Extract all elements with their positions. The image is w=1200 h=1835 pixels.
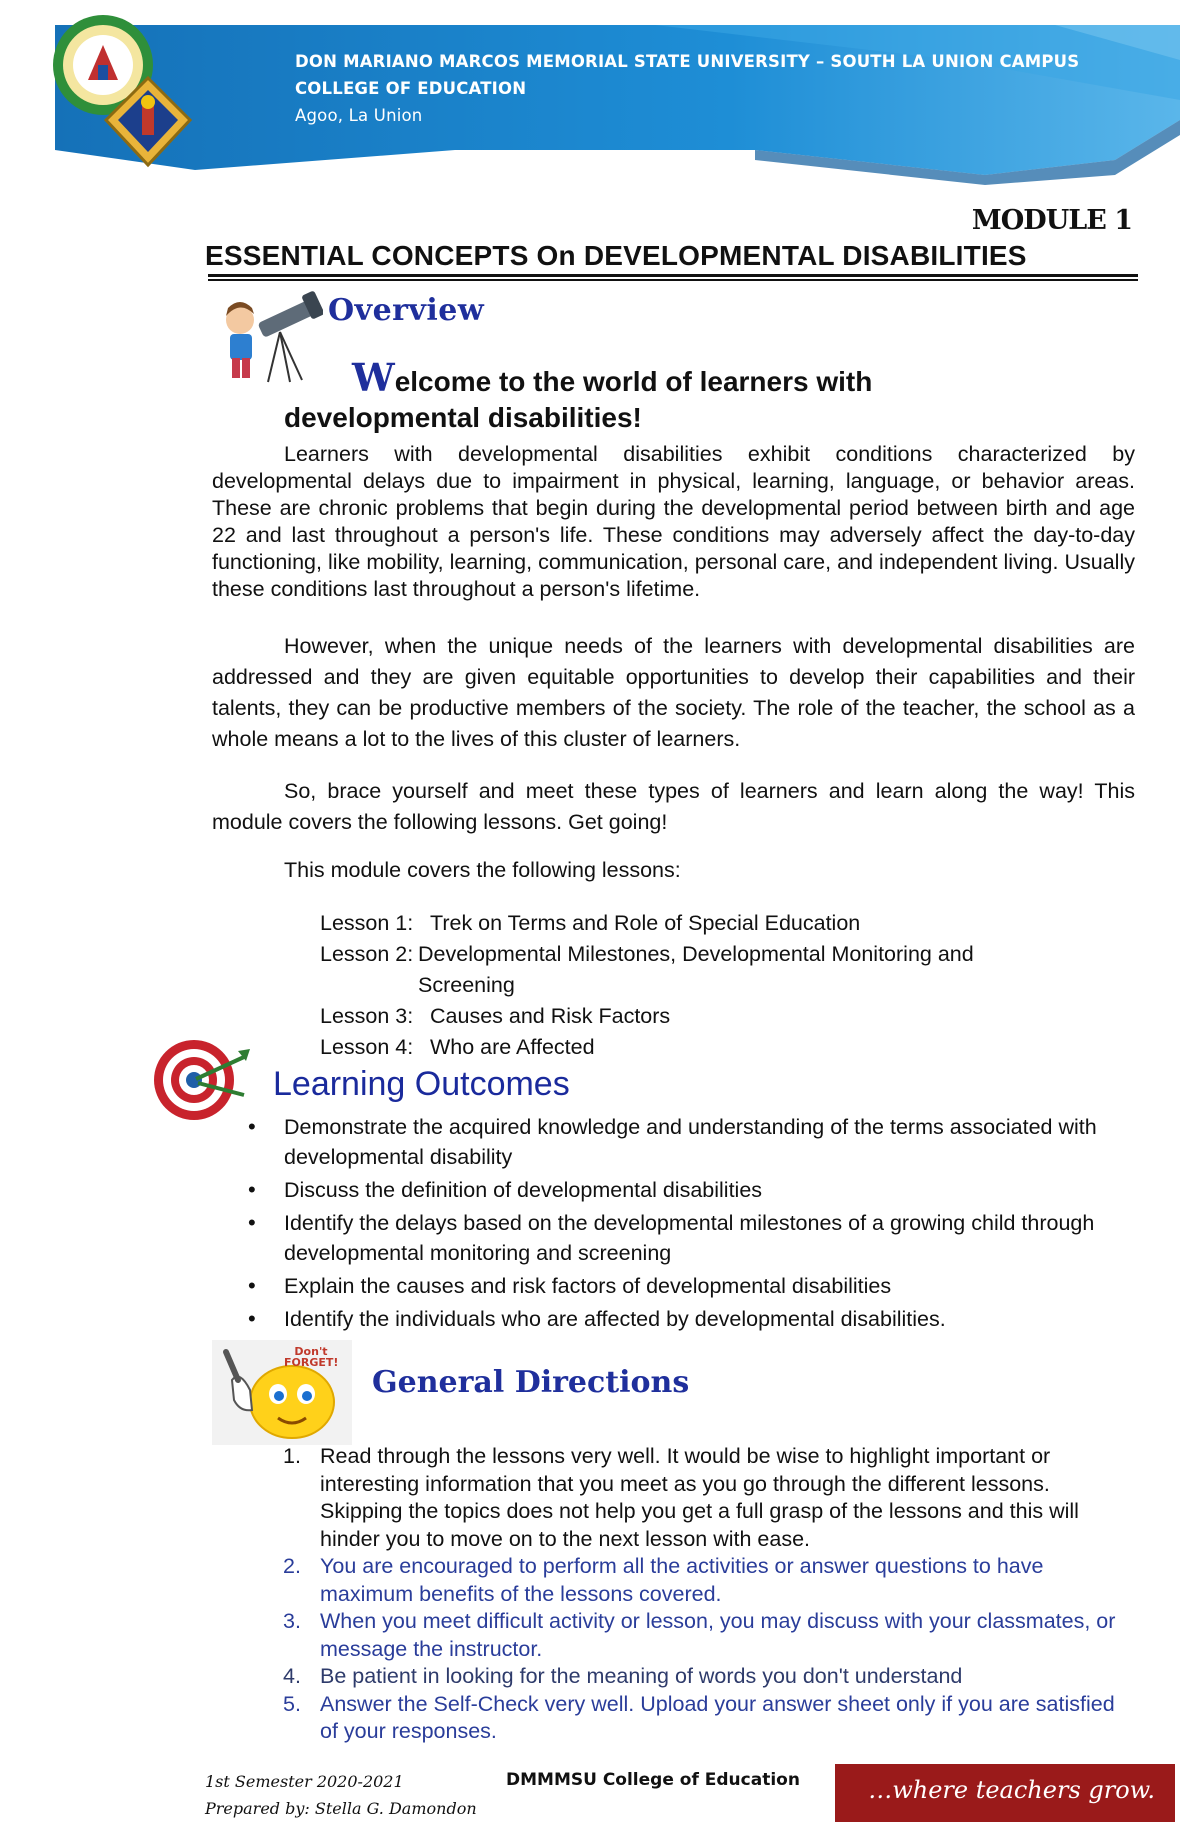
- item-number: 2.: [283, 1554, 301, 1578]
- list-item: • Identify the individuals who are affected by developmental disabilities.: [240, 1304, 1140, 1334]
- footer-tagline: …where teachers grow.: [868, 1776, 1155, 1804]
- lesson-number: Lesson 4:: [320, 1035, 414, 1059]
- lesson-title: Trek on Terms and Role of Special Education: [430, 911, 861, 935]
- lesson-number: Lesson 3:: [320, 1004, 414, 1028]
- item-text: Be patient in looking for the meaning of words you don't understand: [320, 1664, 963, 1688]
- item-text: Answer the Self-Check very well. Upload your answer sheet only if you are satisfied of your responses.: [320, 1691, 1115, 1743]
- lesson-title: Who are Affected: [430, 1035, 595, 1059]
- overview-paragraph-3: So, brace yourself and meet these types of learners and learn along the way! This module covers the following lessons. Get going!: [212, 779, 1135, 834]
- overview-paragraph-4: This module covers the following lessons:: [284, 858, 681, 882]
- list-item: • Identify the delays based on the developmental milestones of a growing child through developmental monitoring and screening: [240, 1208, 1140, 1268]
- telescope-kid-illustration: [218, 290, 323, 385]
- item-text: When you meet difficult activity or lesson, you may discuss with your classmates, or message the instructor.: [320, 1609, 1116, 1661]
- footer-left: [205, 1768, 477, 1822]
- dont-forget-smiley-icon: [212, 1340, 352, 1445]
- footer-tagline-box: [835, 1764, 1175, 1822]
- overview-heading: Overview: [328, 293, 485, 328]
- learning-outcomes-list: [240, 1112, 1140, 1337]
- welcome-line-2: developmental disabilities!: [284, 402, 642, 433]
- university-seal: [50, 10, 200, 185]
- target-icon: [152, 1035, 252, 1125]
- general-directions-heading: General Directions: [372, 1365, 690, 1400]
- footer-college: DMMMSU College of Education: [506, 1770, 800, 1790]
- list-item: [280, 1553, 1135, 1608]
- learning-outcomes-heading: Learning Outcomes: [273, 1065, 570, 1103]
- lesson-item: [320, 1032, 1070, 1063]
- lesson-item: [320, 939, 1070, 970]
- title-underline: [208, 274, 1138, 277]
- campus-location: Agoo, La Union: [295, 106, 423, 125]
- list-item: [280, 1663, 1135, 1691]
- lesson-number: Lesson 1:: [320, 911, 414, 935]
- title-underline-2: [208, 279, 1138, 281]
- college-name: COLLEGE OF EDUCATION: [295, 79, 527, 98]
- lesson-list: [320, 908, 1070, 1063]
- semester-label: 1st Semester 2020-2021: [205, 1772, 404, 1791]
- lesson-number: [320, 970, 430, 1001]
- prepared-by: Prepared by: Stella G. Damondon: [205, 1799, 477, 1818]
- lesson-title: Screening: [418, 973, 515, 997]
- lesson-title: Developmental Milestones, Developmental Monitoring and: [418, 942, 974, 966]
- item-text: Read through the lessons very well. It would be wise to highlight important or interesting information that you meet as you go through the different lessons. Skipping the topics does not help you get a full grasp of the lessons and this will hinder you to move on to the next lesson with ease.: [320, 1444, 1079, 1551]
- list-item: [280, 1608, 1135, 1663]
- welcome-initial: W: [352, 355, 395, 400]
- item-number: 5.: [283, 1691, 301, 1716]
- item-text: You are encouraged to perform all the activities or answer questions to have maximum benefits of the lessons covered.: [320, 1554, 1044, 1606]
- dont-forget-sticker-text: Don't FORGET!: [284, 1345, 339, 1369]
- welcome-rest: elcome to the world of learners with: [394, 366, 873, 397]
- overview-paragraph-2: However, when the unique needs of the learners with developmental disabilities are addressed and they are given equitable opportunities to develop their capabilities and their talents, they can be productive members of the society. The role of the teacher, the school as a whole means a lot to the lives of this cluster of learners.: [212, 634, 1135, 751]
- item-number: 3.: [283, 1609, 301, 1633]
- lesson-item-continued: [320, 970, 1070, 1001]
- list-item: • Discuss the definition of developmental disabilities: [240, 1175, 1140, 1205]
- list-item: • Demonstrate the acquired knowledge and understanding of the terms associated with developmental disability: [240, 1112, 1140, 1172]
- university-name: DON MARIANO MARCOS MEMORIAL STATE UNIVERSITY – SOUTH LA UNION CAMPUS: [295, 52, 1080, 71]
- list-item: [280, 1443, 1135, 1553]
- header-banner: [55, 0, 1180, 185]
- item-number: 4.: [283, 1664, 301, 1688]
- list-item: [280, 1691, 1135, 1746]
- lesson-title: Causes and Risk Factors: [430, 1004, 671, 1028]
- item-number: 1.: [283, 1444, 301, 1468]
- module-label: MODULE 1: [971, 205, 1132, 236]
- overview-paragraph-1: Learners with developmental disabilities exhibit conditions characterized by developmental delays due to impairment in physical, learning, language, or behavior areas. These are chronic problems that begin during the developmental period between birth and age 22 and last throughout a person's life. These conditions may adversely affect the day-to-day functioning, like mobility, learning, communication, personal care, and independent living. Usually these conditions last throughout a person's lifetime.: [212, 442, 1135, 601]
- general-directions-list: [280, 1443, 1135, 1746]
- module-title: ESSENTIAL CONCEPTS On DEVELOPMENTAL DISABILITIES: [205, 240, 1027, 271]
- lesson-number: Lesson 2:: [320, 942, 414, 966]
- list-item: • Explain the causes and risk factors of developmental disabilities: [240, 1271, 1140, 1301]
- lesson-item: [320, 1001, 1070, 1032]
- welcome-line-1: [352, 355, 872, 400]
- lesson-item: [320, 908, 1070, 939]
